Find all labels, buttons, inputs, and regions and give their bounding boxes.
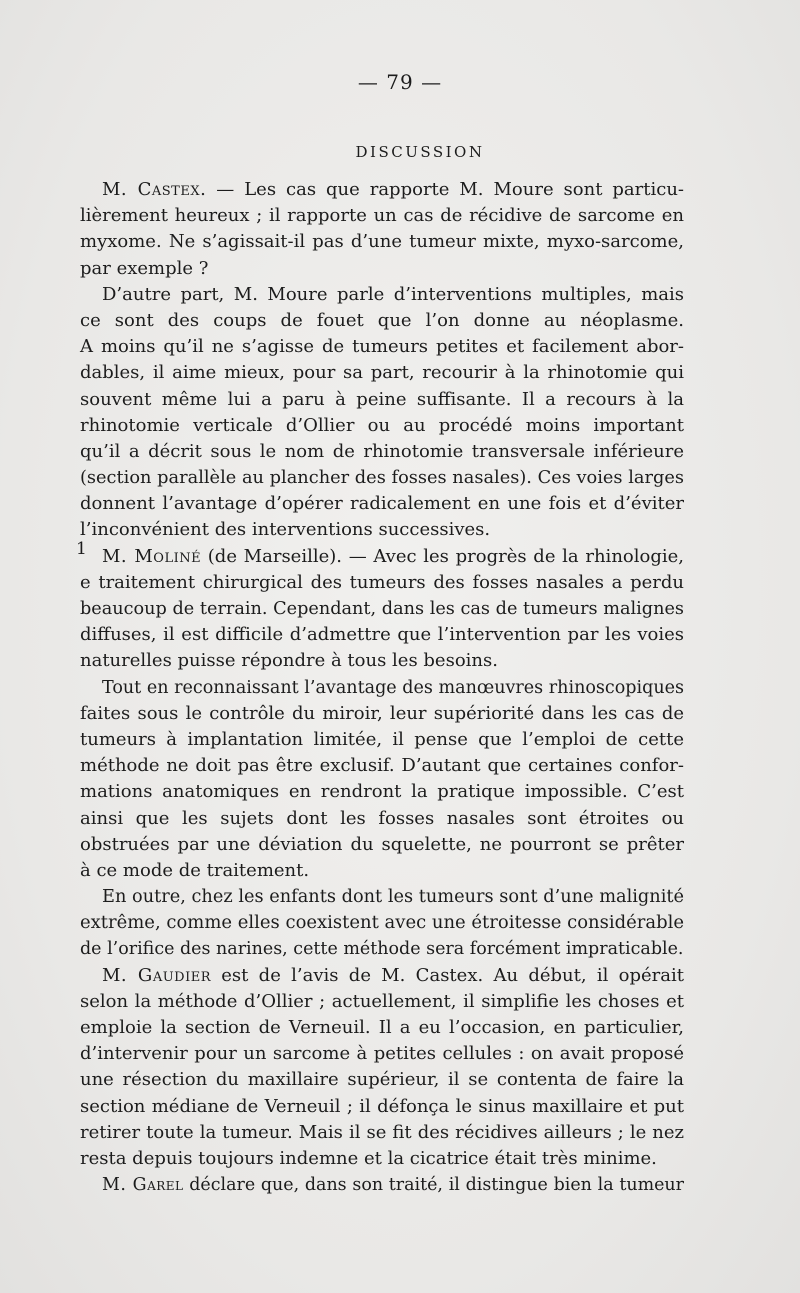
- text-line: ce sont des coups de fouet que l’on donne au néoplasme.: [80, 309, 684, 331]
- text-line: lièrement heureux ; il rapporte un cas de récidive de sarcome en: [80, 205, 684, 227]
- speaker-name: M. Moliné: [102, 545, 202, 567]
- text-line: qu’il a décrit sous le nom de rhinotomie transversale inférieure: [80, 440, 684, 462]
- text-line: section médiane de Verneuil ; il défonça le sinus maxillaire et put: [80, 1095, 684, 1117]
- text-line: méthode ne doit pas être exclusif. D’autant que certaines confor-: [80, 755, 684, 777]
- text-line: obstruées par une déviation du squelette, ne pourront se prêter: [80, 833, 684, 855]
- text-line: l’inconvénient des interventions successives.: [80, 519, 491, 541]
- text-line: A moins qu’il ne s’agisse de tumeurs petites et facilement abor-: [80, 336, 684, 358]
- text-line: de l’orifice des narines, cette méthode sera forcément impraticable.: [80, 939, 684, 960]
- text-line: M. Gaudier est de l’avis de M. Castex. Au début, il opérait: [102, 964, 684, 986]
- speaker-name: M. Gaudier: [102, 964, 211, 986]
- text-line: d’intervenir pour un sarcome à petites cellules : on avait proposé: [80, 1043, 684, 1065]
- text-line: une résection du maxillaire supérieur, il se contenta de faire la: [80, 1069, 684, 1091]
- body-text: [80, 177, 684, 1198]
- text-line: M. Moliné (de Marseille). — Avec les progrès de la rhinologie,: [102, 545, 684, 567]
- text-line: dables, il aime mieux, pour sa part, recourir à la rhinotomie qui: [80, 362, 684, 384]
- page-number: — 79 —: [357, 70, 443, 94]
- text-line: M. Garel déclare que, dans son traité, il distingue bien la tumeur: [102, 1175, 684, 1196]
- text-line: faites sous le contrôle du miroir, leur supériorité dans les cas de: [80, 702, 684, 724]
- text-line: diffuses, il est difficile d’admettre que l’intervention par les voies: [80, 624, 684, 646]
- text-line: extrême, comme elles coexistent avec une étroitesse considérable: [80, 912, 684, 934]
- text-line: selon la méthode d’Ollier ; actuellement, il simplifie les choses et: [80, 990, 684, 1012]
- text-line: En outre, chez les enfants dont les tumeurs sont d’une malignité: [102, 887, 684, 908]
- text-line: myxome. Ne s’agissait-il pas d’une tumeur mixte, myxo-sarcome,: [80, 231, 684, 253]
- text-line: emploie la section de Verneuil. Il a eu l’occasion, en particulier,: [80, 1017, 684, 1038]
- text-line: beaucoup de terrain. Cependant, dans les cas de tumeurs malignes: [80, 599, 684, 619]
- text-line: D’autre part, M. Moure parle d’interventions multiples, mais: [102, 283, 684, 305]
- text-line: resta depuis toujours indemne et la cicatrice était très minime.: [80, 1147, 657, 1169]
- margin-mark: 1: [76, 539, 87, 559]
- text-line: e traitement chirurgical des tumeurs des fosses nasales a perdu: [80, 571, 684, 593]
- text-line: Tout en reconnaissant l’avantage des manœuvres rhinoscopiques: [102, 677, 684, 698]
- text-line: à ce mode de traitement.: [80, 859, 310, 881]
- text-line: souvent même lui a paru à peine suffisante. Il a recours à la: [80, 388, 684, 410]
- text-line: M. Castex. — Les cas que rapporte M. Moure sont particu-: [102, 179, 685, 200]
- section-heading: DISCUSSION: [355, 143, 485, 161]
- text-line: retirer toute la tumeur. Mais il se fit des récidives ailleurs ; le nez: [80, 1121, 684, 1143]
- text-line: (section parallèle au plancher des fosses nasales). Ces voies larges: [80, 468, 684, 489]
- speaker-name: M. Castex.: [102, 179, 207, 200]
- text-line: donnent l’avantage d’opérer radicalement en une fois et d’éviter: [80, 493, 684, 515]
- text-line: par exemple ?: [80, 257, 209, 279]
- text-line: ainsi que les sujets dont les fosses nasales sont étroites ou: [80, 807, 684, 829]
- text-line: naturelles puisse répondre à tous les besoins.: [80, 650, 498, 672]
- text-line: mations anatomiques en rendront la pratique impossible. C’est: [80, 781, 684, 803]
- speaker-name: M. Garel: [102, 1175, 184, 1196]
- text-line: rhinotomie verticale d’Ollier ou au procédé moins important: [80, 414, 684, 436]
- text-line: tumeurs à implantation limitée, il pense que l’emploi de cette: [80, 728, 684, 750]
